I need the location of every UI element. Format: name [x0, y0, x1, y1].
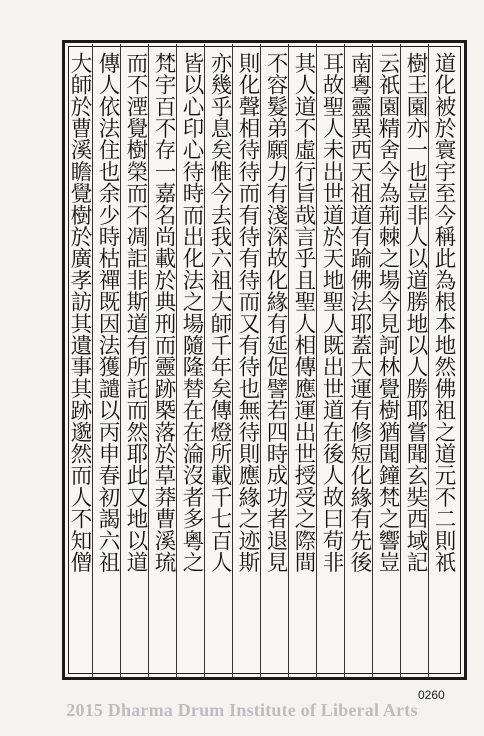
text-column: 南粵靈異西天祖道有踰佛法耶蓋大運有修短化緣有先後 — [347, 52, 372, 573]
watermark: 2015 Dharma Drum Institute of Liberal Arts — [66, 700, 418, 720]
text-column: 耳故聖人未出世道於天地聖人既出世道在後人故曰苟非 — [319, 52, 344, 573]
text-column: 皆以心印心待時而出化法之場隨隆替在在淪沒者多粵之 — [179, 52, 204, 573]
text-column: 道化被於寰宇至今稱此為根本地然佛祖之道元不二則祇 — [431, 52, 456, 573]
text-column: 樹王園亦一也豈非人以道勝地以人勝耶嘗聞玄奘西域記 — [403, 52, 428, 573]
page-number: 0260 — [418, 688, 445, 702]
text-column: 梵宇百不存一嘉名尚載於典刑而靈跡槩落於草莽曹溪琉 — [151, 52, 176, 573]
text-column: 亦幾乎息矣惟今去我六祖大師千年矣傳燈所載千七百人 — [207, 52, 232, 573]
text-column: 不容髮弟願力有淺深故化緣有延促譬若四時成功者退見 — [263, 52, 288, 573]
text-column: 其人道不虛行旨哉言乎且聖人相傳應運出世授受之際間 — [291, 52, 316, 573]
text-column: 云祇園精舍今為荊棘之場今見訶林覺樹猶聞鐘梵之響豈 — [375, 52, 400, 573]
text-column: 傳人依法住也余少時枯禪既因法獲譴以丙申春初謁六祖 — [95, 52, 120, 573]
text-column: 則化聲相待待而有待有待而又有待也無待則應緣之迹斯 — [235, 52, 260, 573]
text-column: 大師於曹溪瞻覺樹於廣孝訪其遺事其跡邈然而人不知僧 — [67, 52, 92, 573]
text-column: 而不湮覺樹榮而不凋詎非斯道有所託而然耶此又地以道 — [123, 52, 148, 573]
